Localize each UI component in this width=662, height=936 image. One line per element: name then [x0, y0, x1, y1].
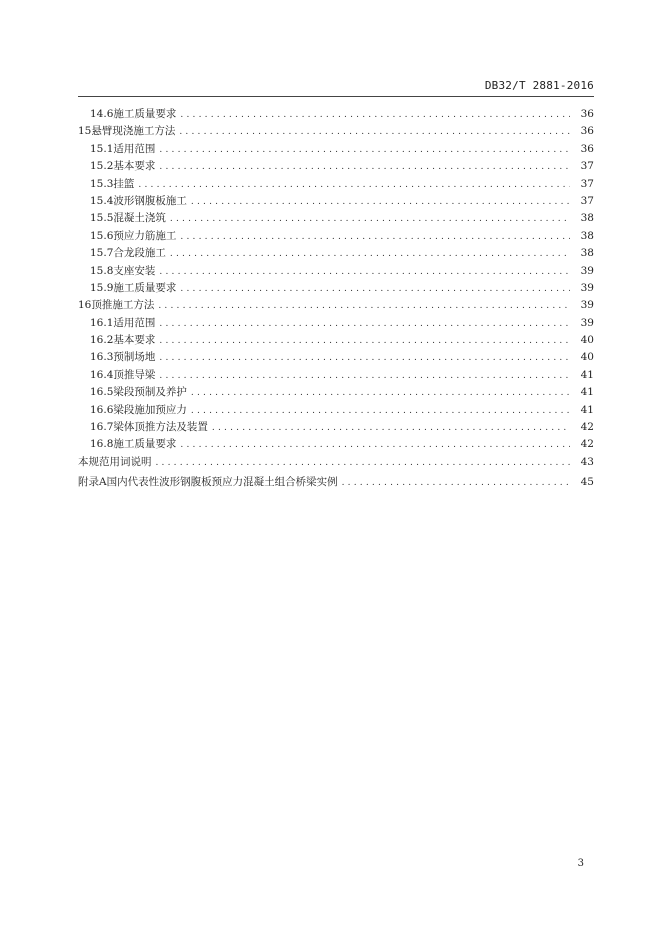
toc-entry[interactable] [78, 384, 594, 401]
toc-entry-page: 38 [580, 212, 594, 225]
toc-entry-number: 16.1 [90, 316, 114, 329]
toc-leader-dots [159, 264, 570, 281]
toc-entry[interactable] [78, 245, 594, 262]
toc-entry[interactable] [78, 176, 594, 193]
toc-entry-title: 本规范用词说明 [78, 455, 152, 468]
toc-leader-dots [191, 194, 570, 211]
toc-entry[interactable] [78, 123, 594, 140]
toc-leader-dots [180, 281, 570, 298]
toc-entry-page: 41 [580, 403, 594, 416]
toc-entry-number: 16.8 [90, 438, 114, 451]
toc-entry-page: 42 [580, 438, 594, 451]
toc-entry-number: 15.2 [90, 160, 114, 173]
table-of-contents [78, 106, 594, 492]
toc-entry-title: 顶推施工方法 [91, 299, 155, 312]
toc-entry[interactable] [78, 454, 594, 471]
toc-entry-title: 支座安装 [113, 264, 156, 277]
toc-entry-page: 41 [580, 368, 594, 381]
toc-entry[interactable] [78, 315, 594, 332]
toc-entry-page: 39 [580, 316, 594, 329]
toc-entry-page: 39 [580, 281, 594, 294]
toc-entry-page: 40 [580, 334, 594, 347]
toc-entry[interactable] [78, 263, 594, 280]
toc-entry-page: 42 [580, 421, 594, 434]
toc-entry-page: 41 [580, 386, 594, 399]
toc-entry-number: 14.6 [90, 108, 114, 120]
toc-entry-number: 16.5 [90, 386, 114, 399]
toc-entry-page: 39 [580, 264, 594, 277]
toc-leader-dots [156, 455, 571, 472]
toc-entry-title: 国内代表性波形钢腹板预应力混凝土组合桥梁实例 [106, 476, 338, 489]
toc-entry-number: 15.5 [90, 212, 114, 225]
toc-entry[interactable] [78, 419, 594, 436]
toc-entry-page: 45 [580, 476, 594, 489]
toc-entry-page: 37 [580, 177, 594, 190]
toc-entry-number: 15.6 [90, 229, 114, 242]
toc-leader-dots [159, 350, 570, 367]
toc-entry-title: 施工质量要求 [113, 108, 177, 120]
toc-entry[interactable] [78, 349, 594, 366]
toc-entry-title: 施工质量要求 [113, 281, 177, 294]
document-code: DB32/T 2881-2016 [484, 79, 594, 92]
toc-entry-title: 适用范围 [113, 316, 156, 329]
toc-entry-title: 预制场地 [113, 351, 156, 364]
header-rule [78, 96, 594, 97]
toc-entry-page: 36 [580, 108, 594, 120]
toc-entry-page: 43 [580, 455, 594, 468]
toc-entry-number: 16.2 [90, 334, 114, 347]
toc-entry-page: 38 [580, 229, 594, 242]
toc-entry-title: 梁体顶推方法及装置 [113, 421, 208, 434]
toc-leader-dots [158, 298, 570, 315]
toc-entry-number: 16 [78, 299, 92, 312]
toc-entry-title: 混凝土浇筑 [113, 212, 166, 225]
toc-entry-title: 合龙段施工 [113, 247, 166, 260]
toc-leader-dots [179, 124, 570, 141]
toc-leader-dots [170, 211, 570, 228]
toc-entry[interactable] [78, 228, 594, 245]
toc-leader-dots [159, 333, 570, 350]
toc-leader-dots [159, 316, 570, 333]
toc-entry-number: 16.6 [90, 403, 114, 416]
toc-entry[interactable] [78, 436, 594, 453]
toc-entry-number: 附录A [78, 476, 107, 489]
toc-entry-number: 16.7 [90, 421, 114, 434]
toc-entry-page: 39 [580, 299, 594, 312]
toc-entry-number: 15.1 [90, 142, 114, 155]
toc-entry-page: 37 [580, 160, 594, 173]
toc-entry-title: 梁段预制及养护 [113, 386, 187, 399]
toc-leader-dots [159, 159, 570, 176]
toc-leader-dots [212, 420, 570, 437]
toc-entry-title: 悬臂现浇施工方法 [91, 125, 176, 138]
toc-entry[interactable] [78, 193, 594, 210]
toc-entry[interactable] [78, 402, 594, 419]
toc-entry-title: 梁段施加预应力 [113, 403, 187, 416]
toc-entry-title: 适用范围 [113, 142, 156, 155]
toc-leader-dots [159, 142, 570, 159]
toc-entry-page: 38 [580, 247, 594, 260]
toc-entry-number: 16.3 [90, 351, 114, 364]
toc-entry[interactable] [78, 141, 594, 158]
toc-leader-dots [138, 177, 570, 194]
toc-entry-page: 36 [580, 125, 594, 138]
toc-entry-title: 预应力筋施工 [113, 229, 177, 242]
toc-entry-page: 36 [580, 142, 594, 155]
toc-entry-title: 波形钢腹板施工 [113, 194, 187, 207]
toc-entry-title: 顶推导梁 [113, 368, 156, 381]
toc-entry[interactable] [78, 332, 594, 349]
toc-leader-dots [159, 368, 570, 385]
toc-entry[interactable] [78, 210, 594, 227]
toc-leader-dots [180, 229, 570, 246]
toc-entry-number: 15.7 [90, 247, 114, 260]
toc-leader-dots [191, 403, 570, 420]
toc-leader-dots [342, 475, 570, 492]
page-number: 3 [577, 858, 584, 869]
toc-entry-number: 15.4 [90, 194, 114, 207]
toc-entry-title: 基本要求 [113, 334, 156, 347]
toc-entry[interactable] [78, 280, 594, 297]
toc-entry-number: 16.4 [90, 368, 114, 381]
toc-entry-title: 挂篮 [113, 177, 135, 190]
toc-leader-dots [191, 385, 570, 402]
toc-entry-page: 37 [580, 194, 594, 207]
toc-entry[interactable] [78, 297, 594, 314]
toc-leader-dots [170, 246, 570, 263]
toc-entry-number: 15.3 [90, 177, 114, 190]
toc-entry-number: 15 [78, 125, 92, 138]
toc-entry[interactable] [78, 106, 594, 123]
toc-leader-dots [180, 437, 570, 454]
toc-entry-appendix[interactable] [78, 474, 594, 491]
toc-entry-number: 15.8 [90, 264, 114, 277]
toc-entry[interactable] [78, 367, 594, 384]
toc-entry-number: 15.9 [90, 281, 114, 294]
toc-entry-title: 施工质量要求 [113, 438, 177, 451]
toc-entry-page: 40 [580, 351, 594, 364]
toc-entry-title: 基本要求 [113, 160, 156, 173]
toc-entry[interactable] [78, 158, 594, 175]
toc-leader-dots [180, 107, 570, 124]
